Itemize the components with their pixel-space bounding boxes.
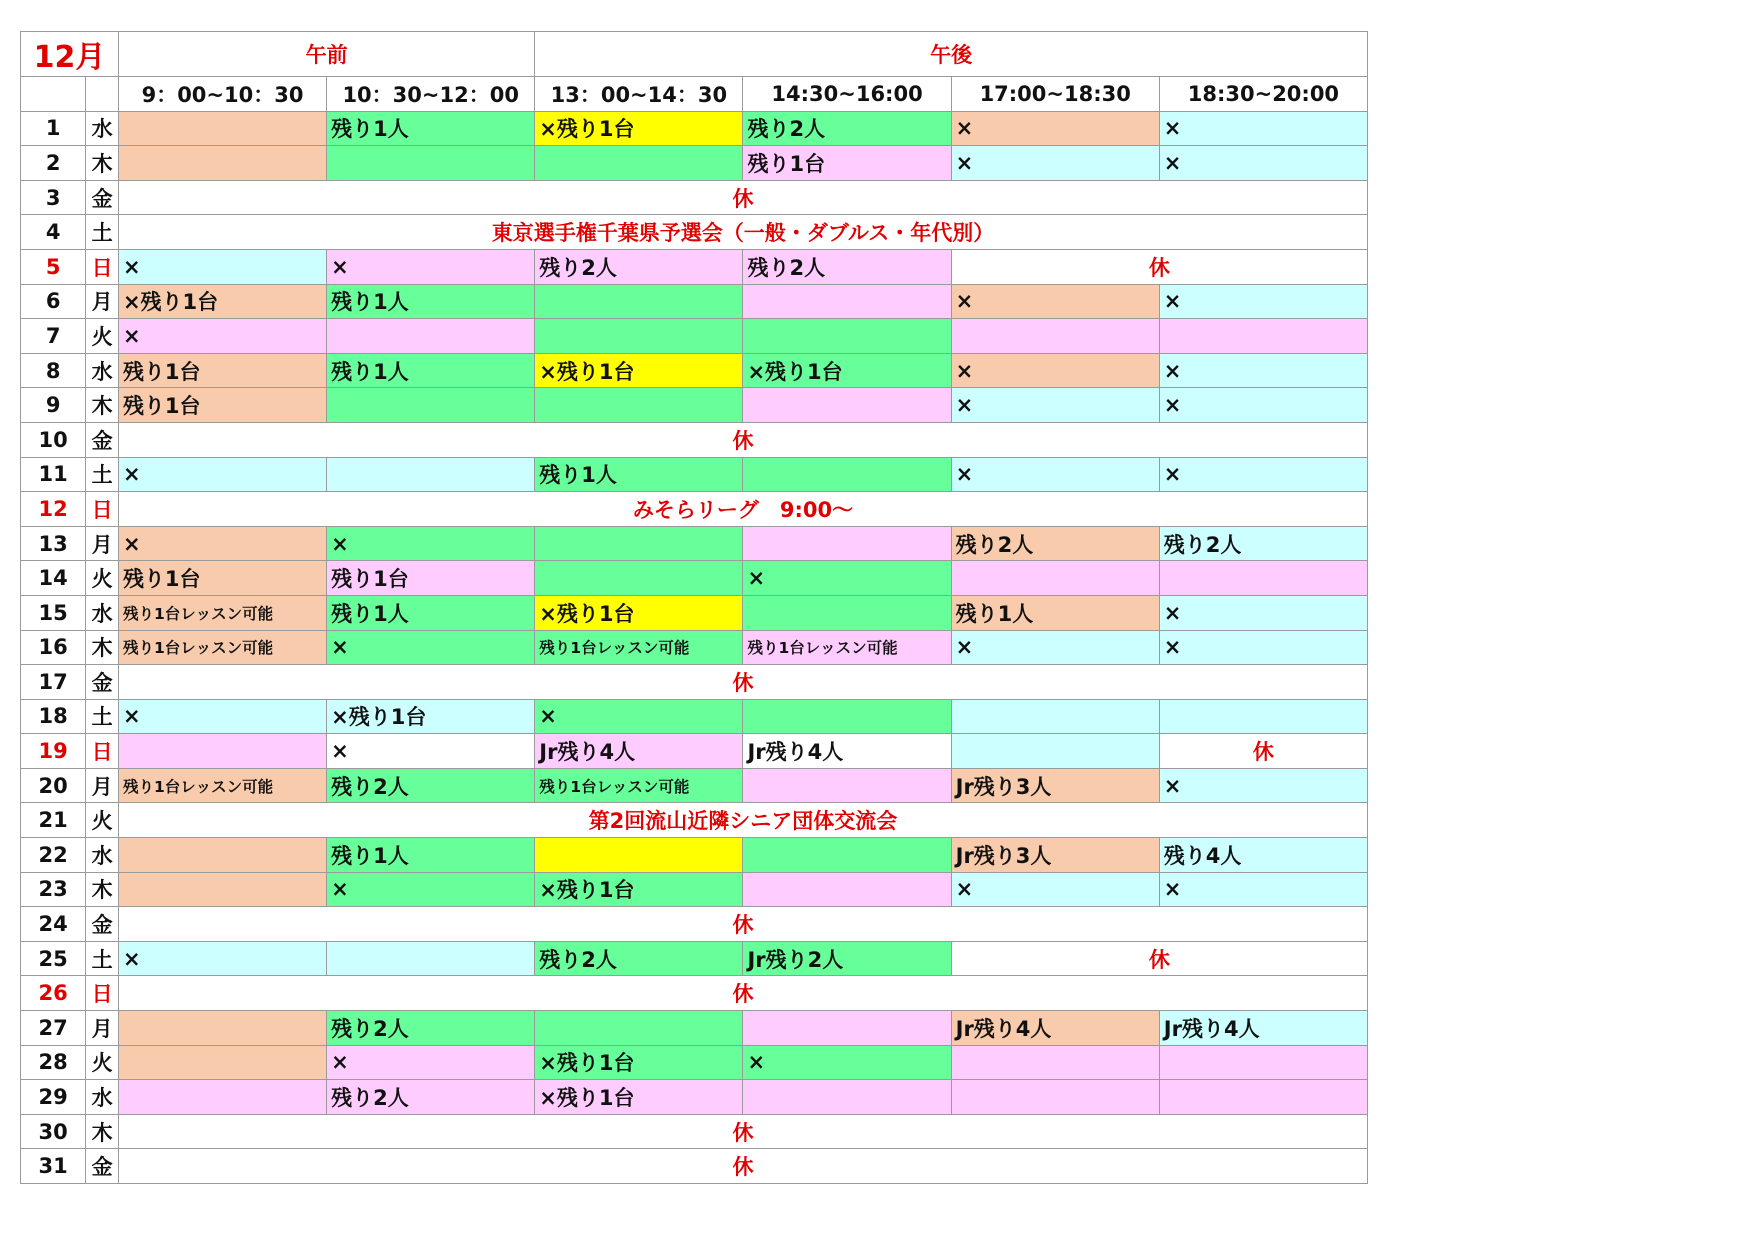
slot-header: 10：30~12：00 [327,77,535,112]
weekday-label: 月 [86,1011,119,1046]
slot-cell[interactable] [1159,1080,1367,1115]
day-row [21,872,1368,907]
slot-cell[interactable]: 残り4人 [1159,838,1367,873]
slot-cell[interactable] [951,699,1159,734]
slot-header: 18:30~20:00 [1159,77,1367,112]
slot-cell[interactable] [951,1045,1159,1080]
slot-cell[interactable]: × [951,353,1159,388]
weekday-label: 月 [86,526,119,561]
slot-cell[interactable]: × [1159,630,1367,665]
weekday-label: 火 [86,803,119,838]
day-number: 16 [21,630,86,665]
weekday-label: 月 [86,768,119,803]
slot-cell[interactable]: 残り1台レッスン可能 [535,768,743,803]
slot-cell[interactable] [743,284,951,319]
slot-cell[interactable]: × [951,872,1159,907]
slot-cell[interactable]: Jr残り4人 [951,1011,1159,1046]
day-row [21,492,1368,527]
day-row [21,665,1368,700]
day-number: 11 [21,457,86,492]
slot-cell[interactable]: × [1159,353,1367,388]
day-number: 10 [21,422,86,457]
day-row [21,630,1368,665]
weekday-label: 日 [86,492,119,527]
slot-cell[interactable] [743,872,951,907]
day-row [21,976,1368,1011]
slot-cell[interactable]: 残り2人 [327,1080,535,1115]
slot-cell[interactable] [743,699,951,734]
closed-notice: 休 [118,1149,1367,1184]
slot-cell[interactable]: × [1159,457,1367,492]
weekday-label: 金 [86,422,119,457]
weekday-label: 水 [86,1080,119,1115]
slot-cell[interactable]: ×残り1台 [535,872,743,907]
day-row [21,1045,1368,1080]
slot-cell[interactable]: × [743,1045,951,1080]
slot-cell[interactable]: 残り2人 [743,111,951,146]
slot-cell[interactable]: 残り2人 [951,526,1159,561]
weekday-label: 木 [86,1114,119,1149]
slot-cell[interactable]: ×残り1台 [535,1080,743,1115]
day-number: 26 [21,976,86,1011]
header-row-period [21,32,1368,77]
day-number: 7 [21,319,86,354]
slot-cell[interactable]: × [118,941,326,976]
slot-cell[interactable]: × [951,388,1159,423]
slot-cell[interactable]: × [118,319,326,354]
pm-period-label: 午後 [535,32,1368,77]
closed-notice: 休 [951,941,1367,976]
slot-cell[interactable] [118,872,326,907]
slot-cell[interactable]: 残り2人 [743,249,951,284]
day-row [21,249,1368,284]
slot-cell[interactable] [743,768,951,803]
slot-cell[interactable] [535,838,743,873]
closed-notice: 休 [118,907,1367,942]
day-row [21,1080,1368,1115]
slot-cell[interactable]: Jr残り2人 [743,941,951,976]
slot-cell[interactable]: × [1159,872,1367,907]
slot-cell[interactable]: 残り2人 [327,768,535,803]
slot-cell[interactable]: × [327,872,535,907]
day-number: 23 [21,872,86,907]
slot-cell[interactable]: ×残り1台 [535,111,743,146]
day-number: 4 [21,215,86,250]
day-number: 22 [21,838,86,873]
weekday-label: 土 [86,699,119,734]
slot-cell[interactable] [951,1080,1159,1115]
closed-notice: 第2回流山近隣シニア団体交流会 [118,803,1367,838]
day-row [21,734,1368,769]
weekday-label: 土 [86,457,119,492]
slot-cell[interactable] [743,457,951,492]
slot-cell[interactable] [743,388,951,423]
day-row [21,941,1368,976]
slot-cell[interactable]: ×残り1台 [327,699,535,734]
slot-cell[interactable]: 残り1人 [327,284,535,319]
slot-cell[interactable]: × [1159,595,1367,630]
slot-cell[interactable]: ×残り1台 [743,353,951,388]
day-number: 21 [21,803,86,838]
slot-cell[interactable] [535,526,743,561]
slot-cell[interactable]: Jr残り3人 [951,768,1159,803]
slot-cell[interactable]: × [1159,388,1367,423]
blank-header-cell [21,77,86,112]
weekday-label: 日 [86,734,119,769]
slot-cell[interactable]: 残り1人 [535,457,743,492]
day-row [21,1011,1368,1046]
day-number: 9 [21,388,86,423]
slot-cell[interactable]: 残り1人 [327,353,535,388]
slot-cell[interactable] [743,1080,951,1115]
slot-cell[interactable]: × [1159,768,1367,803]
slot-cell[interactable]: × [118,699,326,734]
day-row [21,907,1368,942]
slot-cell[interactable]: 残り1台レッスン可能 [118,768,326,803]
slot-cell[interactable]: × [951,284,1159,319]
weekday-label: 木 [86,872,119,907]
weekday-label: 土 [86,941,119,976]
slot-cell[interactable]: × [118,526,326,561]
slot-cell[interactable] [118,1080,326,1115]
slot-cell[interactable]: 残り2人 [1159,526,1367,561]
slot-cell[interactable]: 残り2人 [535,941,743,976]
slot-cell[interactable]: × [327,249,535,284]
slot-cell[interactable] [743,838,951,873]
slot-cell[interactable] [1159,699,1367,734]
day-row [21,146,1368,181]
slot-cell[interactable]: ×残り1台 [535,353,743,388]
closed-notice: 休 [118,1114,1367,1149]
slot-cell[interactable]: × [535,699,743,734]
slot-cell[interactable]: × [951,146,1159,181]
day-row [21,353,1368,388]
slot-cell[interactable]: 残り1台レッスン可能 [535,630,743,665]
slot-cell[interactable]: × [951,111,1159,146]
slot-cell[interactable] [951,319,1159,354]
weekday-label: 金 [86,907,119,942]
slot-cell[interactable] [743,595,951,630]
reservation-schedule-table [20,31,1368,1184]
day-row [21,422,1368,457]
day-row [21,284,1368,319]
day-row [21,1149,1368,1184]
slot-cell[interactable]: × [951,630,1159,665]
slot-cell[interactable]: 残り1人 [327,595,535,630]
day-number: 2 [21,146,86,181]
slot-cell[interactable]: × [743,561,951,596]
slot-cell[interactable]: 残り1台 [327,561,535,596]
slot-cell[interactable] [743,319,951,354]
day-number: 27 [21,1011,86,1046]
slot-cell[interactable] [1159,319,1367,354]
day-row [21,111,1368,146]
day-row [21,595,1368,630]
day-row [21,319,1368,354]
day-row [21,457,1368,492]
slot-cell[interactable]: 残り1台 [743,146,951,181]
slot-cell[interactable]: Jr残り4人 [535,734,743,769]
weekday-label: 日 [86,249,119,284]
am-period-label: 午前 [118,32,534,77]
slot-cell[interactable]: 残り1台 [118,388,326,423]
slot-cell[interactable] [327,319,535,354]
slot-cell[interactable] [327,941,535,976]
day-row [21,1114,1368,1149]
weekday-label: 木 [86,388,119,423]
closed-notice: 休 [118,665,1367,700]
day-number: 19 [21,734,86,769]
day-row [21,388,1368,423]
day-number: 6 [21,284,86,319]
day-row [21,838,1368,873]
day-number: 13 [21,526,86,561]
day-number: 24 [21,907,86,942]
slot-cell[interactable] [535,1011,743,1046]
weekday-label: 金 [86,180,119,215]
closed-notice: 休 [118,976,1367,1011]
day-number: 29 [21,1080,86,1115]
slot-header: 14:30~16:00 [743,77,951,112]
blank-header-cell [86,77,119,112]
slot-cell[interactable] [1159,1045,1367,1080]
schedule-body [21,111,1368,1183]
weekday-label: 水 [86,353,119,388]
closed-notice: 休 [951,249,1367,284]
day-row [21,803,1368,838]
slot-cell[interactable]: × [1159,284,1367,319]
slot-cell[interactable] [118,838,326,873]
slot-cell[interactable] [951,734,1159,769]
slot-cell[interactable]: × [327,734,535,769]
closed-notice: 休 [118,180,1367,215]
weekday-label: 木 [86,146,119,181]
weekday-label: 水 [86,111,119,146]
slot-cell[interactable]: Jr残り3人 [951,838,1159,873]
slot-cell[interactable] [535,388,743,423]
slot-cell[interactable]: 残り1人 [951,595,1159,630]
slot-cell[interactable] [118,1045,326,1080]
day-row [21,215,1368,250]
slot-cell[interactable] [743,526,951,561]
slot-cell[interactable]: × [951,457,1159,492]
day-number: 8 [21,353,86,388]
slot-cell[interactable]: × [1159,111,1367,146]
slot-cell[interactable]: × [327,1045,535,1080]
slot-cell[interactable]: 残り1人 [327,838,535,873]
slot-cell[interactable]: 残り1台 [118,561,326,596]
day-number: 12 [21,492,86,527]
slot-cell[interactable]: 残り1台レッスン可能 [118,595,326,630]
slot-cell[interactable] [535,319,743,354]
slot-header: 17:00~18:30 [951,77,1159,112]
day-number: 17 [21,665,86,700]
day-number: 28 [21,1045,86,1080]
day-number: 20 [21,768,86,803]
weekday-label: 木 [86,630,119,665]
day-row [21,699,1368,734]
closed-notice: みそらリーグ 9:00～ [118,492,1367,527]
slot-cell[interactable]: × [327,526,535,561]
day-number: 14 [21,561,86,596]
slot-cell[interactable]: Jr残り4人 [743,734,951,769]
slot-cell[interactable] [535,284,743,319]
weekday-label: 火 [86,319,119,354]
slot-cell[interactable]: × [118,249,326,284]
slot-cell[interactable]: 残り1台レッスン可能 [743,630,951,665]
weekday-label: 金 [86,665,119,700]
header-row-slots [21,77,1368,112]
day-row [21,526,1368,561]
slot-cell[interactable] [118,734,326,769]
weekday-label: 火 [86,561,119,596]
day-number: 25 [21,941,86,976]
weekday-label: 月 [86,284,119,319]
day-row [21,180,1368,215]
day-row [21,768,1368,803]
day-number: 15 [21,595,86,630]
weekday-label: 金 [86,1149,119,1184]
slot-cell[interactable] [118,111,326,146]
slot-cell[interactable] [118,1011,326,1046]
slot-cell[interactable] [535,561,743,596]
day-number: 5 [21,249,86,284]
slot-cell[interactable] [327,388,535,423]
slot-cell[interactable]: ×残り1台 [118,284,326,319]
slot-cell[interactable]: × [1159,146,1367,181]
day-number: 31 [21,1149,86,1184]
slot-cell[interactable]: × [327,630,535,665]
slot-cell[interactable]: × [118,457,326,492]
slot-cell[interactable]: 休 [1159,734,1367,769]
day-number: 30 [21,1114,86,1149]
weekday-label: 水 [86,838,119,873]
slot-cell[interactable] [535,146,743,181]
slot-cell[interactable] [118,146,326,181]
slot-cell[interactable]: ×残り1台 [535,1045,743,1080]
closed-notice: 休 [118,422,1367,457]
slot-cell[interactable] [743,1011,951,1046]
slot-cell[interactable]: 残り1台 [118,353,326,388]
slot-header: 9：00~10：30 [118,77,326,112]
day-number: 3 [21,180,86,215]
slot-cell[interactable]: 残り1人 [327,111,535,146]
slot-cell[interactable]: ×残り1台 [535,595,743,630]
slot-cell[interactable] [327,146,535,181]
slot-header: 13：00~14：30 [535,77,743,112]
day-row [21,561,1368,596]
day-number: 1 [21,111,86,146]
closed-notice: 東京選手権千葉県予選会（一般・ダブルス・年代別） [118,215,1367,250]
month-label: 12月 [21,32,119,77]
weekday-label: 日 [86,976,119,1011]
slot-cell[interactable]: 残り2人 [535,249,743,284]
slot-cell[interactable] [327,457,535,492]
weekday-label: 水 [86,595,119,630]
day-number: 18 [21,699,86,734]
weekday-label: 土 [86,215,119,250]
slot-cell[interactable]: Jr残り4人 [1159,1011,1367,1046]
slot-cell[interactable]: 残り1台レッスン可能 [118,630,326,665]
weekday-label: 火 [86,1045,119,1080]
slot-cell[interactable]: 残り2人 [327,1011,535,1046]
slot-cell[interactable] [1159,561,1367,596]
slot-cell[interactable] [951,561,1159,596]
